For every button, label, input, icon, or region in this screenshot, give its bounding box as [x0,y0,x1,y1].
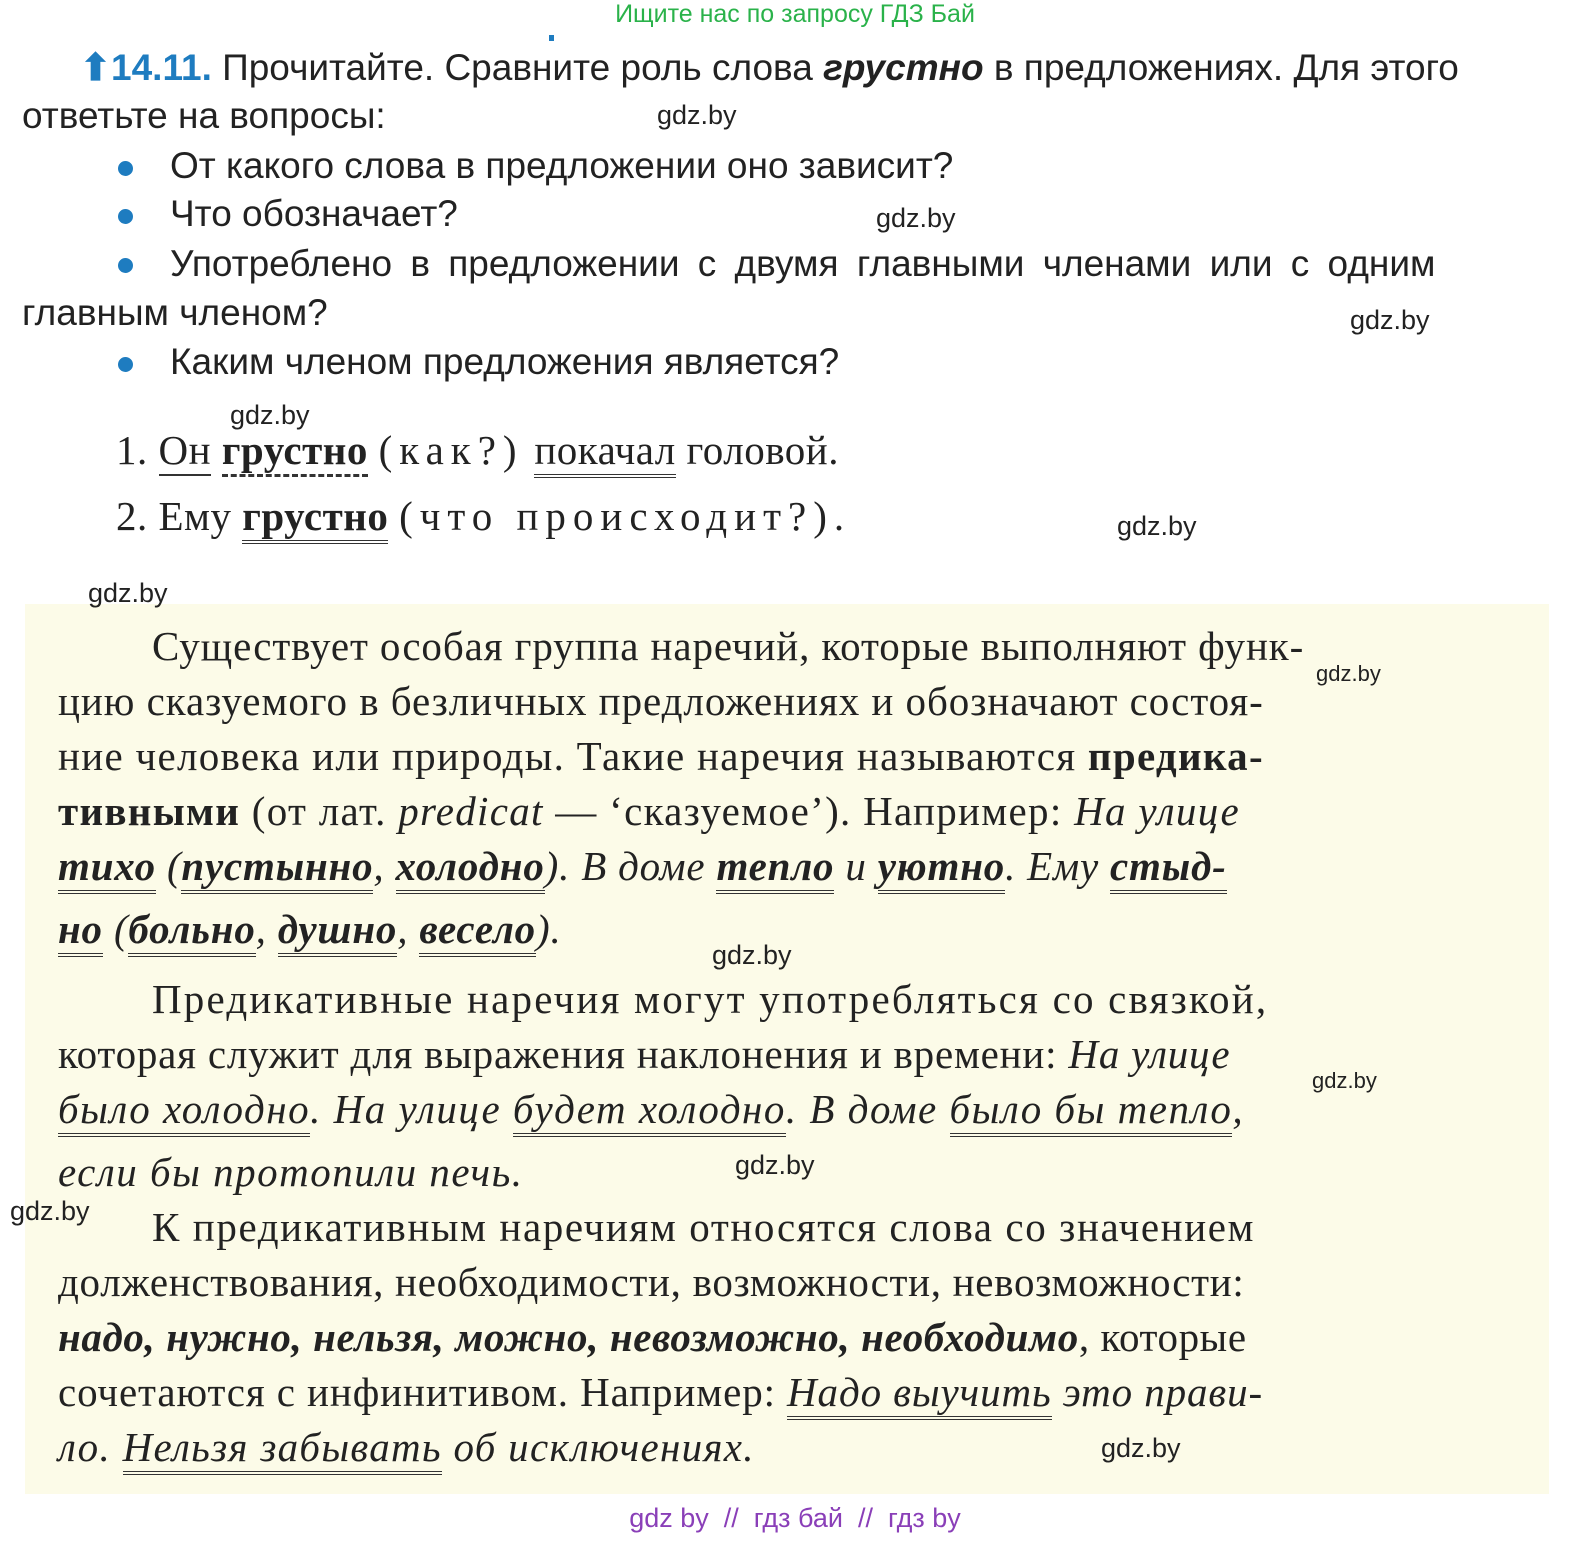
predicative-adverb: стыд- [1110,843,1227,894]
rule-line: Предикативные наречия могут употребляться со связкой, [152,976,1269,1022]
rule-text: ние человека или природы. Такие наречия называются [58,733,1077,779]
rule-term: предика- [1087,733,1264,779]
predicative-adverb: но [58,906,103,957]
example-question: (что происходит?). [399,493,852,539]
watermark: gdz.by [230,400,310,430]
example-subject: Он [159,427,212,476]
predicative-adverb: душно [278,906,397,957]
rule-text: которая служит для выражения наклонения и времени: [58,1031,1058,1077]
up-arrow-icon: ⬆ [80,47,112,88]
rule-latin: predicat [398,788,544,834]
rule-text: , [1232,1086,1245,1132]
watermark: gdz.by [10,1196,90,1226]
predicative-adverb: больно [128,906,255,957]
bullet-icon [118,209,133,224]
task-header [80,46,1459,89]
rule-example: это прави- [1062,1369,1264,1415]
rule-example-underlined: было холодно [58,1086,310,1137]
rule-example-underlined: Надо выучить [787,1369,1052,1420]
bullet-icon [118,161,133,176]
watermark: gdz.by [1350,305,1430,335]
rule-line [58,842,1227,890]
rule-line [58,732,1264,780]
rule-example-underlined: будет холодно [513,1086,786,1137]
predicative-adverb: весело [419,906,536,957]
rule-text: (от лат. [251,788,387,834]
rule-text: и [845,843,867,889]
example-predicate: покачал [534,427,675,478]
rule-text: ( [113,906,129,952]
rule-text: . В доме [785,1086,938,1132]
rule-text: , которые [1078,1314,1247,1360]
rule-line [58,905,562,953]
watermark: gdz.by [876,203,956,233]
watermark: gdz.by [657,100,737,130]
question-3a: Употреблено в предложении с двумя главными членами или с одним [170,243,1436,284]
rule-text: ( [166,843,182,889]
predicative-adverb: холодно [396,843,545,894]
rule-example: На улице [1068,1031,1231,1077]
task-intro-b: в предложениях. Для этого [993,47,1459,88]
example-question: (как?) [378,427,524,473]
rule-line [58,787,1240,835]
example-2 [116,492,851,540]
rule-example-underlined: Нельзя забывать [123,1424,442,1475]
example-number: 1. [116,427,148,473]
rule-text: — ‘сказуемое’). Например: [555,788,1063,834]
predicative-adverb: тепло [716,843,834,894]
decorative-dot [549,35,554,41]
question-1: От какого слова в предложении оно зависит? [170,145,954,186]
rule-text: , [373,843,385,889]
watermark: gdz.by [88,578,168,608]
question-2: Что обозначает? [170,193,458,234]
predicative-adverb: уютно [878,843,1005,894]
rule-text: . На улице [310,1086,502,1132]
rule-term: надо, нужно, нельзя, можно, невозможно, необходимо [58,1314,1079,1360]
task-intro-a: Прочитайте. Сравните роль слова [222,47,813,88]
predicative-adverb: тихо [58,843,156,894]
rule-text: сочетаются с инфинитивом. Например: [58,1369,776,1415]
example-word: головой. [686,427,840,473]
rule-line: Существует особая группа наречий, которые выполняют функ- [152,623,1305,669]
bullet-icon [118,258,133,273]
example-number: 2. [116,493,148,539]
watermark: gdz.by [1101,1433,1181,1463]
watermark: gdz.by [1117,511,1197,541]
rule-line [58,1423,755,1471]
rule-example-underlined: было бы тепло [950,1086,1233,1137]
watermark: gdz.by [1312,1068,1377,1093]
task-intro-c: ответьте на вопросы: [22,95,386,136]
rule-line: К предикативным наречиям относятся слова со значением [152,1204,1256,1250]
watermark: gdz.by [735,1150,815,1180]
rule-line: если бы протопили печь. [58,1149,524,1195]
watermark: gdz.by [712,940,792,970]
rule-text: , [397,906,409,952]
task-keyword: грустно [823,47,984,88]
example-adverb: грустно [222,427,368,477]
question-3b: главным членом? [22,292,328,333]
bullet-icon [118,357,133,372]
rule-text: . Ему [1005,843,1099,889]
footer-links[interactable]: gdz by // гдз бай // гдз by [629,1503,961,1533]
rule-text: об исключениях. [453,1424,755,1470]
question-4: Каким членом предложения является? [170,341,840,382]
rule-line [58,1313,1247,1361]
top-banner[interactable]: Ищите нас по запросу ГДЗ Бай [615,0,975,28]
rule-line [58,1030,1230,1078]
rule-text: ). [535,906,562,952]
rule-text: , [255,906,267,952]
example-adverb: грустно [242,493,388,544]
predicative-adverb: пустынно [181,843,373,894]
task-number: 14.11. [111,47,212,88]
example-1 [116,426,839,474]
rule-term: тивными [58,788,241,834]
rule-text: ). В доме [544,843,706,889]
rule-line [58,1085,1244,1133]
rule-example: На улице [1074,788,1241,834]
rule-text: ло. [58,1424,112,1470]
rule-line [58,1368,1263,1416]
example-word: Ему [158,493,232,539]
rule-line: цию сказуемого в безличных предложениях и обозначают состоя- [58,678,1264,724]
watermark: gdz.by [1316,661,1381,686]
rule-line: долженствования, необходимости, возможности, невозможности: [58,1259,1245,1305]
